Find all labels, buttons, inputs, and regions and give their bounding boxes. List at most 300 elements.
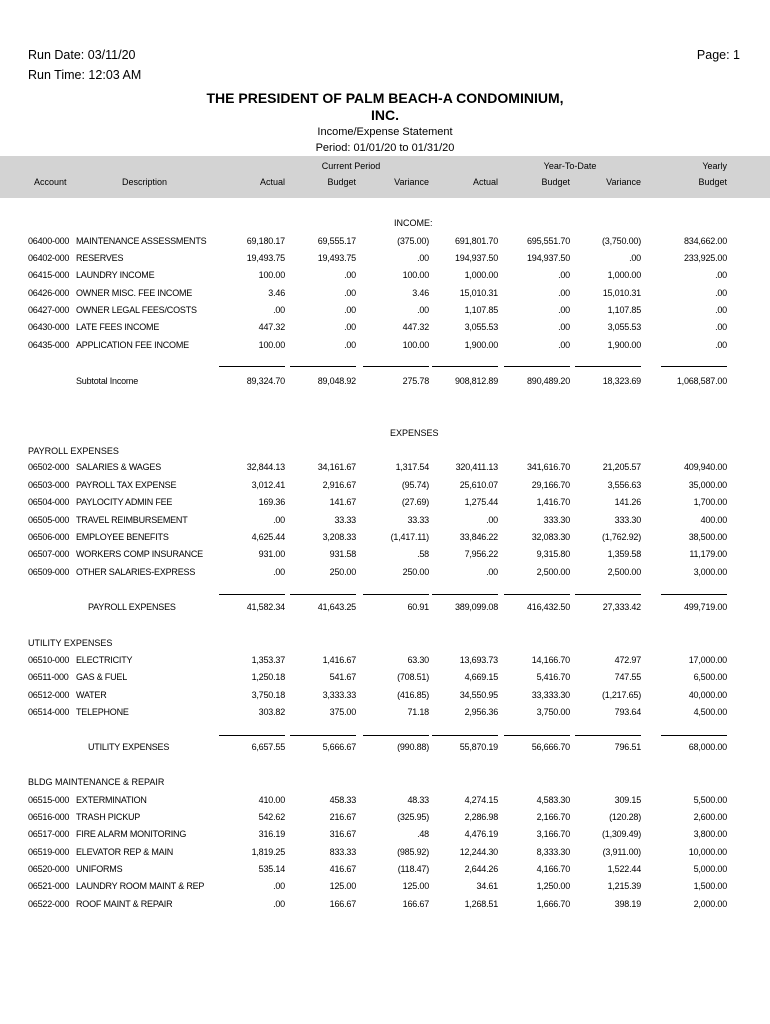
ytd-actual-value: 15,010.31 [459,288,498,298]
account-number: 06430-000 [28,322,70,332]
variance-value: 275.78 [402,376,429,386]
ytd-variance-value: 1,900.00 [607,340,641,350]
account-description: EMPLOYEE BENEFITS [76,532,169,542]
actual-value: .00 [273,899,285,909]
ytd-actual-value: 2,644.26 [464,864,498,874]
account-number: 06435-000 [28,340,70,350]
divider [504,735,570,736]
subtotal-row [0,376,770,390]
yearly-budget-value: .00 [715,322,727,332]
variance-value: 63.30 [407,655,429,665]
ytd-actual-value: 7,956.22 [464,549,498,559]
ytd-variance-value: 2,500.00 [607,567,641,577]
account-description: GAS & FUEL [76,672,128,682]
account-number: 06520-000 [28,864,70,874]
yearly-budget-value: 10,000.00 [688,847,727,857]
account-number: 06511-000 [28,672,69,682]
ytd-variance-value: 3,055.53 [607,322,641,332]
ytd-actual-value: 3,055.53 [464,322,498,332]
header-ytd-variance: Variance [606,177,641,187]
header-variance: Variance [394,177,429,187]
budget-value: 416.67 [329,864,356,874]
variance-value: (985.92) [397,847,429,857]
divider [219,735,285,736]
header-current-period: Current Period [321,161,381,171]
ytd-budget-value: 695,551.70 [526,236,570,246]
account-description: SALARIES & WAGES [76,462,161,472]
ytd-budget-value: .00 [558,288,570,298]
ytd-budget-value: 32,083.30 [531,532,570,542]
header-account: Account [34,177,67,187]
budget-value: 216.67 [329,812,356,822]
variance-value: 60.91 [407,602,429,612]
budget-value: 34,161.67 [317,462,356,472]
ytd-variance-value: 747.55 [614,672,641,682]
account-number: 06503-000 [28,480,70,490]
account-description: TRAVEL REIMBURSEMENT [76,515,188,525]
actual-value: 1,353.37 [251,655,285,665]
account-description: MAINTENANCE ASSESSMENTS [76,236,207,246]
table-row [0,270,770,284]
account-number: 06402-000 [28,253,70,263]
budget-value: .00 [344,270,356,280]
divider [575,735,641,736]
budget-value: 931.58 [329,549,356,559]
subtotal-row [0,602,770,616]
report-period: Period: 01/01/20 to 01/31/20 [315,142,455,154]
ytd-budget-value: 2,166.70 [536,812,570,822]
account-description: LAUNDRY INCOME [76,270,155,280]
actual-value: 69,180.17 [246,236,285,246]
budget-value: .00 [344,340,356,350]
yearly-budget-value: 4,500.00 [693,707,727,717]
budget-value: 141.67 [329,497,356,507]
divider [432,594,498,595]
account-number: 06515-000 [28,795,70,805]
actual-value: .00 [273,515,285,525]
account-number: 06427-000 [28,305,70,315]
table-row [0,253,770,267]
ytd-variance-value: 796.51 [614,742,641,752]
budget-value: 125.00 [329,881,356,891]
ytd-actual-value: 13,693.73 [459,655,498,665]
actual-value: 3.46 [268,288,285,298]
yearly-budget-value: .00 [715,288,727,298]
account-number: 06514-000 [28,707,70,717]
ytd-actual-value: 320,411.13 [455,462,498,472]
divider [290,594,356,595]
ytd-budget-value: 416,432.50 [526,602,570,612]
variance-value: 250.00 [402,567,429,577]
ytd-budget-value: 341,616.70 [526,462,570,472]
variance-value: .00 [417,253,429,263]
account-description: ELECTRICITY [76,655,133,665]
ytd-actual-value: 908,812.89 [454,376,498,386]
divider [432,366,498,367]
header-ytd: Year-To-Date [543,161,597,171]
ytd-budget-value: 9,315.80 [536,549,570,559]
budget-value: 833.33 [329,847,356,857]
ytd-actual-value: 2,286.98 [464,812,498,822]
divider [219,366,285,367]
ytd-variance-value: 18,323.69 [602,376,641,386]
divider [363,594,429,595]
table-row [0,462,770,476]
ytd-budget-value: 2,500.00 [536,567,570,577]
report-title-line1: THE PRESIDENT OF PALM BEACH-A CONDOMINIUM, [206,90,564,106]
yearly-budget-value: 6,500.00 [693,672,727,682]
variance-value: 100.00 [402,270,429,280]
yearly-budget-value: 5,000.00 [693,864,727,874]
divider [661,735,727,736]
yearly-budget-value: 2,000.00 [693,899,727,909]
ytd-budget-value: 4,166.70 [536,864,570,874]
account-description: PAYROLL TAX EXPENSE [76,480,177,490]
actual-value: 41,582.34 [246,602,285,612]
ytd-actual-value: 389,099.08 [454,602,498,612]
variance-value: 71.18 [407,707,429,717]
table-row [0,847,770,861]
table-row [0,795,770,809]
actual-value: 447.32 [258,322,285,332]
budget-value: 41,643.25 [317,602,356,612]
account-description: FIRE ALARM MONITORING [76,829,187,839]
ytd-variance-value: 27,333.42 [602,602,641,612]
yearly-budget-value: 233,925.00 [683,253,727,263]
actual-value: 303.82 [258,707,285,717]
group-heading-utility: UTILITY EXPENSES [28,638,113,648]
ytd-variance-value: 309.15 [614,795,641,805]
account-description: OTHER SALARIES-EXPRESS [76,567,196,577]
account-description: OWNER LEGAL FEES/COSTS [76,305,197,315]
divider [661,594,727,595]
yearly-budget-value: 17,000.00 [688,655,727,665]
variance-value: .58 [417,549,429,559]
divider [575,594,641,595]
table-row [0,340,770,354]
ytd-actual-value: 55,870.19 [459,742,498,752]
run-date: Run Date: 03/11/20 [28,48,136,62]
ytd-budget-value: 33,333.30 [531,690,570,700]
variance-value: (375.00) [397,236,429,246]
table-row [0,532,770,546]
budget-value: .00 [344,288,356,298]
budget-value: .00 [344,322,356,332]
budget-value: 2,916.67 [322,480,356,490]
yearly-budget-value: 40,000.00 [688,690,727,700]
budget-value: .00 [344,305,356,315]
yearly-budget-value: .00 [715,340,727,350]
variance-value: (416.85) [397,690,429,700]
variance-value: (325.95) [397,812,429,822]
divider [219,594,285,595]
ytd-actual-value: 1,900.00 [464,340,498,350]
yearly-budget-value: 35,000.00 [688,480,727,490]
yearly-budget-value: 68,000.00 [688,742,727,752]
ytd-actual-value: 1,000.00 [464,270,498,280]
header-ytd-budget: Budget [541,177,570,187]
ytd-actual-value: 194,937.50 [454,253,498,263]
variance-value: (95.74) [401,480,429,490]
account-number: 06517-000 [28,829,70,839]
table-row [0,690,770,704]
ytd-variance-value: 21,205.57 [602,462,641,472]
yearly-budget-value: 499,719.00 [683,602,727,612]
yearly-budget-value: 409,940.00 [683,462,727,472]
yearly-budget-value: 400.00 [700,515,727,525]
header-ytd-actual: Actual [472,177,498,187]
yearly-budget-value: 38,500.00 [688,532,727,542]
variance-value: (990.88) [397,742,429,752]
ytd-budget-value: 890,489.20 [526,376,570,386]
ytd-budget-value: 56,666.70 [531,742,570,752]
account-description: LATE FEES INCOME [76,322,160,332]
budget-value: 3,333.33 [322,690,356,700]
ytd-budget-value: 194,937.50 [526,253,570,263]
budget-value: 375.00 [329,707,356,717]
budget-value: 69,555.17 [317,236,356,246]
table-row [0,497,770,511]
account-number: 06512-000 [28,690,70,700]
account-number: 06519-000 [28,847,70,857]
table-row [0,549,770,563]
budget-value: 250.00 [329,567,356,577]
subtotal-label: Subtotal Income [76,376,139,386]
variance-value: 125.00 [402,881,429,891]
account-description: ELEVATOR REP & MAIN [76,847,174,857]
account-number: 06507-000 [28,549,70,559]
ytd-actual-value: 2,956.36 [464,707,498,717]
ytd-budget-value: 29,166.70 [531,480,570,490]
divider [363,735,429,736]
ytd-budget-value: 3,166.70 [536,829,570,839]
divider [290,735,356,736]
ytd-actual-value: 4,669.15 [464,672,498,682]
account-description: PAYLOCITY ADMIN FEE [76,497,173,507]
account-description: LAUNDRY ROOM MAINT & REP [76,881,205,891]
ytd-variance-value: 1,000.00 [607,270,641,280]
ytd-budget-value: 8,333.30 [536,847,570,857]
table-row [0,305,770,319]
ytd-variance-value: 398.19 [614,899,641,909]
actual-value: 410.00 [258,795,285,805]
variance-value: (1,417.11) [390,532,429,542]
divider [575,366,641,367]
variance-value: 1,317.54 [395,462,429,472]
variance-value: 100.00 [402,340,429,350]
report-title-line2: INC. [371,107,399,123]
ytd-budget-value: 5,416.70 [536,672,570,682]
yearly-budget-value: 2,600.00 [693,812,727,822]
ytd-actual-value: 1,275.44 [464,497,498,507]
actual-value: 4,625.44 [251,532,285,542]
variance-value: 166.67 [402,899,429,909]
actual-value: 6,657.55 [251,742,285,752]
page-number: Page: 1 [696,48,740,62]
ytd-budget-value: 14,166.70 [531,655,570,665]
yearly-budget-value: 11,179.00 [689,549,727,559]
header-budget: Budget [327,177,356,187]
variance-value: (27.69) [401,497,429,507]
actual-value: .00 [273,881,285,891]
yearly-budget-value: 1,068,587.00 [676,376,727,386]
account-description: OWNER MISC. FEE INCOME [76,288,193,298]
divider [504,366,570,367]
ytd-variance-value: 1,522.44 [607,864,641,874]
divider [290,366,356,367]
account-description: TELEPHONE [76,707,129,717]
ytd-budget-value: 1,666.70 [536,899,570,909]
table-row [0,515,770,529]
variance-value: .48 [417,829,429,839]
account-description: WATER [76,690,107,700]
actual-value: 542.62 [258,812,285,822]
ytd-actual-value: 4,274.15 [464,795,498,805]
account-description: RESERVES [76,253,124,263]
ytd-actual-value: 34,550.95 [459,690,498,700]
actual-value: 32,844.13 [246,462,285,472]
ytd-variance-value: (3,750.00) [601,236,641,246]
account-number: 06400-000 [28,236,70,246]
ytd-variance-value: 1,107.85 [607,305,641,315]
table-row [0,899,770,913]
ytd-actual-value: 33,846.22 [459,532,498,542]
ytd-variance-value: 793.64 [614,707,641,717]
yearly-budget-value: 5,500.00 [693,795,727,805]
actual-value: 100.00 [258,270,285,280]
actual-value: 931.00 [258,549,285,559]
ytd-budget-value: 1,250.00 [536,881,570,891]
ytd-variance-value: 141.26 [614,497,641,507]
account-number: 06522-000 [28,899,70,909]
ytd-variance-value: 15,010.31 [602,288,641,298]
table-row [0,480,770,494]
ytd-actual-value: .00 [486,515,498,525]
budget-value: 19,493.75 [317,253,356,263]
ytd-variance-value: (1,762.92) [601,532,641,542]
variance-value: 447.32 [402,322,429,332]
variance-value: .00 [417,305,429,315]
expenses-section-label: EXPENSES [390,428,439,438]
yearly-budget-value: 834,662.00 [683,236,727,246]
ytd-actual-value: 4,476.19 [464,829,498,839]
ytd-budget-value: .00 [558,305,570,315]
account-description: TRASH PICKUP [76,812,141,822]
budget-value: 5,666.67 [322,742,356,752]
divider [432,735,498,736]
ytd-actual-value: 12,244.30 [459,847,498,857]
account-number: 06426-000 [28,288,70,298]
account-number: 06516-000 [28,812,70,822]
budget-value: 89,048.92 [317,376,356,386]
ytd-variance-value: (3,911.00) [602,847,641,857]
divider [363,366,429,367]
yearly-budget-value: 1,700.00 [693,497,727,507]
account-description: UNIFORMS [76,864,123,874]
table-row [0,322,770,336]
actual-value: 1,819.25 [251,847,285,857]
ytd-budget-value: .00 [558,340,570,350]
account-description: ROOF MAINT & REPAIR [76,899,173,909]
budget-value: 541.67 [329,672,356,682]
header-actual: Actual [259,177,285,187]
table-row [0,881,770,895]
account-number: 06504-000 [28,497,70,507]
subtotal-label: PAYROLL EXPENSES [88,602,176,612]
ytd-variance-value: 333.30 [614,515,641,525]
ytd-actual-value: 25,610.07 [459,480,498,490]
actual-value: 100.00 [258,340,285,350]
account-description: EXTERMINATION [76,795,147,805]
ytd-variance-value: 1,359.58 [607,549,641,559]
yearly-budget-value: 3,800.00 [693,829,727,839]
ytd-budget-value: 1,416.70 [536,497,570,507]
variance-value: 3.46 [412,288,429,298]
account-description: WORKERS COMP INSURANCE [76,549,203,559]
table-row [0,567,770,581]
actual-value: 169.36 [258,497,285,507]
income-section-label: INCOME: [394,218,433,228]
table-row [0,829,770,843]
account-number: 06505-000 [28,515,70,525]
yearly-budget-value: 1,500.00 [693,881,727,891]
ytd-variance-value: (1,217.65) [601,690,641,700]
budget-value: 316.67 [329,829,356,839]
yearly-budget-value: .00 [715,305,727,315]
budget-value: 33.33 [334,515,356,525]
ytd-variance-value: .00 [629,253,641,263]
ytd-actual-value: .00 [486,567,498,577]
account-description: APPLICATION FEE INCOME [76,340,189,350]
account-number: 06506-000 [28,532,70,542]
table-row [0,288,770,302]
account-number: 06415-000 [28,270,70,280]
ytd-variance-value: 3,556.63 [607,480,641,490]
variance-value: 33.33 [407,515,429,525]
account-number: 06521-000 [28,881,70,891]
ytd-variance-value: 1,215.39 [607,881,641,891]
ytd-variance-value: 472.97 [614,655,641,665]
header-description: Description [122,177,168,187]
budget-value: 3,208.33 [322,532,356,542]
variance-value: 48.33 [407,795,429,805]
actual-value: 316.19 [258,829,285,839]
actual-value: .00 [273,305,285,315]
actual-value: 89,324.70 [246,376,285,386]
table-row [0,812,770,826]
variance-value: (118.47) [397,864,429,874]
ytd-actual-value: 34.61 [476,881,498,891]
subtotal-row [0,742,770,756]
actual-value: 1,250.18 [251,672,285,682]
ytd-variance-value: (1,309.49) [601,829,641,839]
ytd-actual-value: 1,107.85 [464,305,498,315]
table-row [0,655,770,669]
group-heading-payroll: PAYROLL EXPENSES [28,446,119,456]
table-row [0,672,770,686]
budget-value: 458.33 [329,795,356,805]
account-number: 06502-000 [28,462,70,472]
header-yearly: Yearly [702,161,727,171]
budget-value: 1,416.67 [322,655,356,665]
yearly-budget-value: .00 [715,270,727,280]
actual-value: 535.14 [258,864,285,874]
ytd-actual-value: 1,268.51 [464,899,498,909]
ytd-actual-value: 691,801.70 [454,236,498,246]
divider [504,594,570,595]
ytd-budget-value: .00 [558,270,570,280]
ytd-budget-value: .00 [558,322,570,332]
